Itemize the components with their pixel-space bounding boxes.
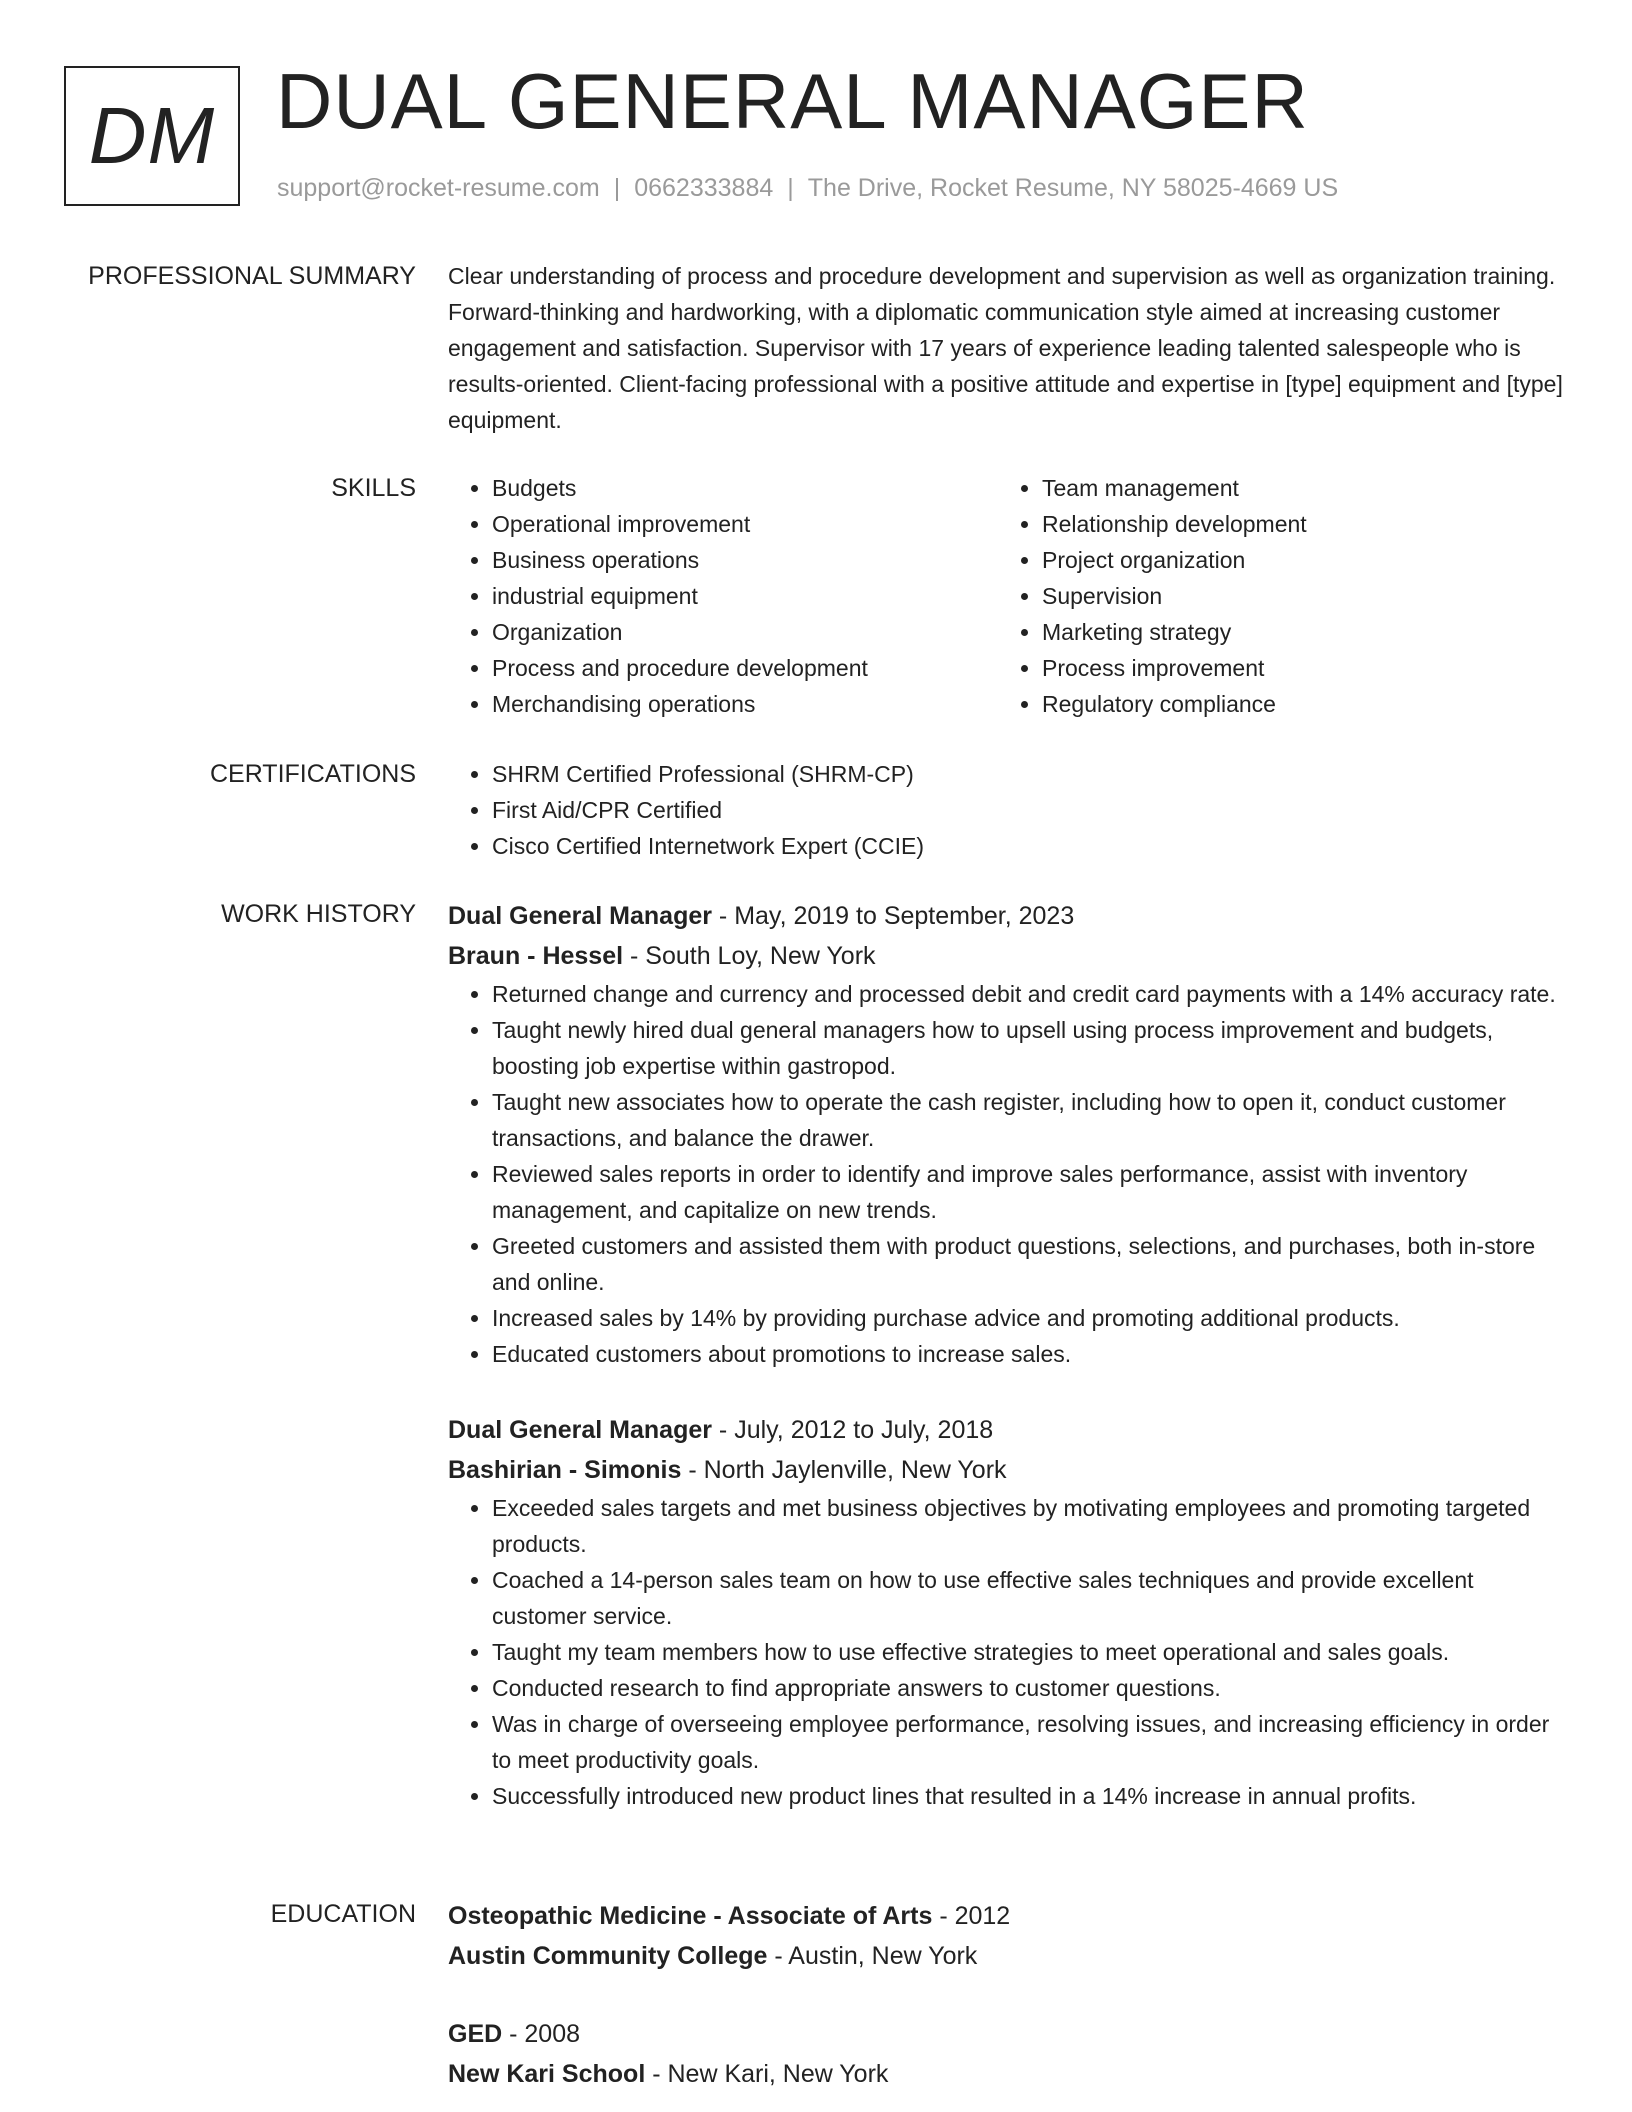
education-body bbox=[448, 1896, 1568, 2094]
contact-address: The Drive, Rocket Resume, NY 58025-4669 US bbox=[807, 174, 1339, 202]
job-bullet: • Taught newly hired dual general managers how to upsell using process improvement and budgets, boosting job expertise within gastropod. bbox=[492, 1012, 1568, 1084]
education-degree: GED bbox=[448, 2020, 503, 2048]
job-dates: - May, 2019 to September, 2023 bbox=[711, 902, 1075, 930]
job-spacer bbox=[448, 1372, 1568, 1410]
job-dates: - July, 2012 to July, 2018 bbox=[711, 1416, 994, 1444]
resume-name: DUAL GENERAL MANAGER bbox=[276, 57, 1309, 145]
skills-column-left bbox=[448, 470, 998, 722]
certification-item: • Cisco Certified Internetwork Expert (CCIE) bbox=[492, 828, 1568, 864]
skill-item: • Supervision bbox=[1042, 578, 1548, 614]
certification-item: • First Aid/CPR Certified bbox=[492, 792, 1568, 828]
job-location: - North Jaylenville, New York bbox=[681, 1456, 1007, 1484]
job-company-line bbox=[448, 936, 1568, 976]
job-title: Dual General Manager bbox=[448, 1416, 712, 1444]
job-company-line bbox=[448, 1450, 1568, 1490]
skills-body bbox=[448, 470, 1568, 722]
education-year: - 2008 bbox=[502, 2020, 581, 2048]
monogram-badge bbox=[64, 66, 240, 206]
job-company: Braun - Hessel bbox=[448, 942, 624, 970]
contact-separator: | bbox=[787, 174, 794, 202]
section-label-education: EDUCATION bbox=[270, 1900, 416, 1928]
contact-phone: 0662333884 bbox=[634, 174, 774, 202]
job-bullet: • Taught my team members how to use effective strategies to meet operational and sales goals. bbox=[492, 1634, 1568, 1670]
job-title-line bbox=[448, 896, 1568, 936]
skill-item: • Relationship development bbox=[1042, 506, 1548, 542]
skill-item: • Process improvement bbox=[1042, 650, 1548, 686]
job-bullet: • Coached a 14-person sales team on how to use effective sales techniques and provide excellent customer service. bbox=[492, 1562, 1568, 1634]
education-spacer bbox=[448, 1976, 1568, 2014]
contact-email: support@rocket-resume.com bbox=[277, 174, 600, 202]
summary-body bbox=[448, 258, 1568, 438]
section-label-skills: SKILLS bbox=[331, 474, 416, 502]
skill-item: • Marketing strategy bbox=[1042, 614, 1548, 650]
job-bullet: • Successfully introduced new product lines that resulted in a 14% increase in annual profits. bbox=[492, 1778, 1568, 1814]
monogram-initials: DM bbox=[88, 91, 216, 180]
job-company: Bashirian - Simonis bbox=[448, 1456, 682, 1484]
skill-item: • Operational improvement bbox=[492, 506, 998, 542]
education-school: New Kari School bbox=[448, 2060, 646, 2088]
section-label-certifications: CERTIFICATIONS bbox=[209, 760, 416, 788]
summary-text: Clear understanding of process and procedure development and supervision as well as organization training. Forward-thinking and hardworking, with a diplomatic communication style aimed at increasing customer engagement and satisfaction. Supervisor with 17 years of experience leading talented salespeople who is results-oriented. Client-facing professional with a positive attitude and expertise in [type] equipment and [type] equipment. bbox=[448, 263, 1563, 433]
education-degree: Osteopathic Medicine - Associate of Arts bbox=[448, 1902, 933, 1930]
education-year: - 2012 bbox=[932, 1902, 1011, 1930]
skills-column-right bbox=[998, 470, 1548, 722]
job-bullet: • Increased sales by 14% by providing purchase advice and promoting additional products. bbox=[492, 1300, 1568, 1336]
job-location: - South Loy, New York bbox=[623, 942, 876, 970]
job-entry bbox=[448, 896, 1568, 1372]
job-bullet: • Was in charge of overseeing employee performance, resolving issues, and increasing efficiency in order to meet productivity goals. bbox=[492, 1706, 1568, 1778]
education-school: Austin Community College bbox=[448, 1942, 768, 1970]
education-school-line bbox=[448, 2054, 1568, 2094]
education-school-line bbox=[448, 1936, 1568, 1976]
skill-item: • Business operations bbox=[492, 542, 998, 578]
education-entry bbox=[448, 1896, 1568, 1976]
skill-item: • Project organization bbox=[1042, 542, 1548, 578]
job-bullets bbox=[448, 976, 1568, 1372]
job-entry bbox=[448, 1410, 1568, 1814]
job-bullet: • Educated customers about promotions to increase sales. bbox=[492, 1336, 1568, 1372]
skill-item: • Budgets bbox=[492, 470, 998, 506]
section-label-work-history: WORK HISTORY bbox=[221, 900, 416, 928]
skill-item: • Regulatory compliance bbox=[1042, 686, 1548, 722]
certifications-list bbox=[448, 756, 1568, 864]
job-bullet: • Reviewed sales reports in order to identify and improve sales performance, assist with inventory management, and capitalize on new trends. bbox=[492, 1156, 1568, 1228]
certification-item: • SHRM Certified Professional (SHRM-CP) bbox=[492, 756, 1568, 792]
job-bullet: • Conducted research to find appropriate answers to customer questions. bbox=[492, 1670, 1568, 1706]
education-degree-line bbox=[448, 1896, 1568, 1936]
skills-list-right bbox=[998, 470, 1548, 722]
certifications-body bbox=[448, 756, 1568, 864]
skill-item: • industrial equipment bbox=[492, 578, 998, 614]
skill-item: • Merchandising operations bbox=[492, 686, 998, 722]
job-bullets bbox=[448, 1490, 1568, 1814]
job-title: Dual General Manager bbox=[448, 902, 712, 930]
education-location: - Austin, New York bbox=[767, 1942, 978, 1970]
job-bullet: • Taught new associates how to operate the cash register, including how to open it, conduct customer transactions, and balance the drawer. bbox=[492, 1084, 1568, 1156]
section-label-summary: PROFESSIONAL SUMMARY bbox=[88, 262, 416, 290]
job-title-line bbox=[448, 1410, 1568, 1450]
skill-item: • Team management bbox=[1042, 470, 1548, 506]
contact-separator: | bbox=[613, 174, 621, 202]
contact-line bbox=[277, 174, 1338, 203]
education-entry bbox=[448, 2014, 1568, 2094]
work-history-body bbox=[448, 896, 1568, 1814]
skill-item: • Organization bbox=[492, 614, 998, 650]
job-bullet: • Greeted customers and assisted them with product questions, selections, and purchases, both in-store and online. bbox=[492, 1228, 1568, 1300]
education-degree-line bbox=[448, 2014, 1568, 2054]
job-bullet: • Returned change and currency and processed debit and credit card payments with a 14% accuracy rate. bbox=[492, 976, 1568, 1012]
education-location: - New Kari, New York bbox=[645, 2060, 889, 2088]
skills-list-left bbox=[448, 470, 998, 722]
skill-item: • Process and procedure development bbox=[492, 650, 998, 686]
job-bullet: • Exceeded sales targets and met business objectives by motivating employees and promoting targeted products. bbox=[492, 1490, 1568, 1562]
